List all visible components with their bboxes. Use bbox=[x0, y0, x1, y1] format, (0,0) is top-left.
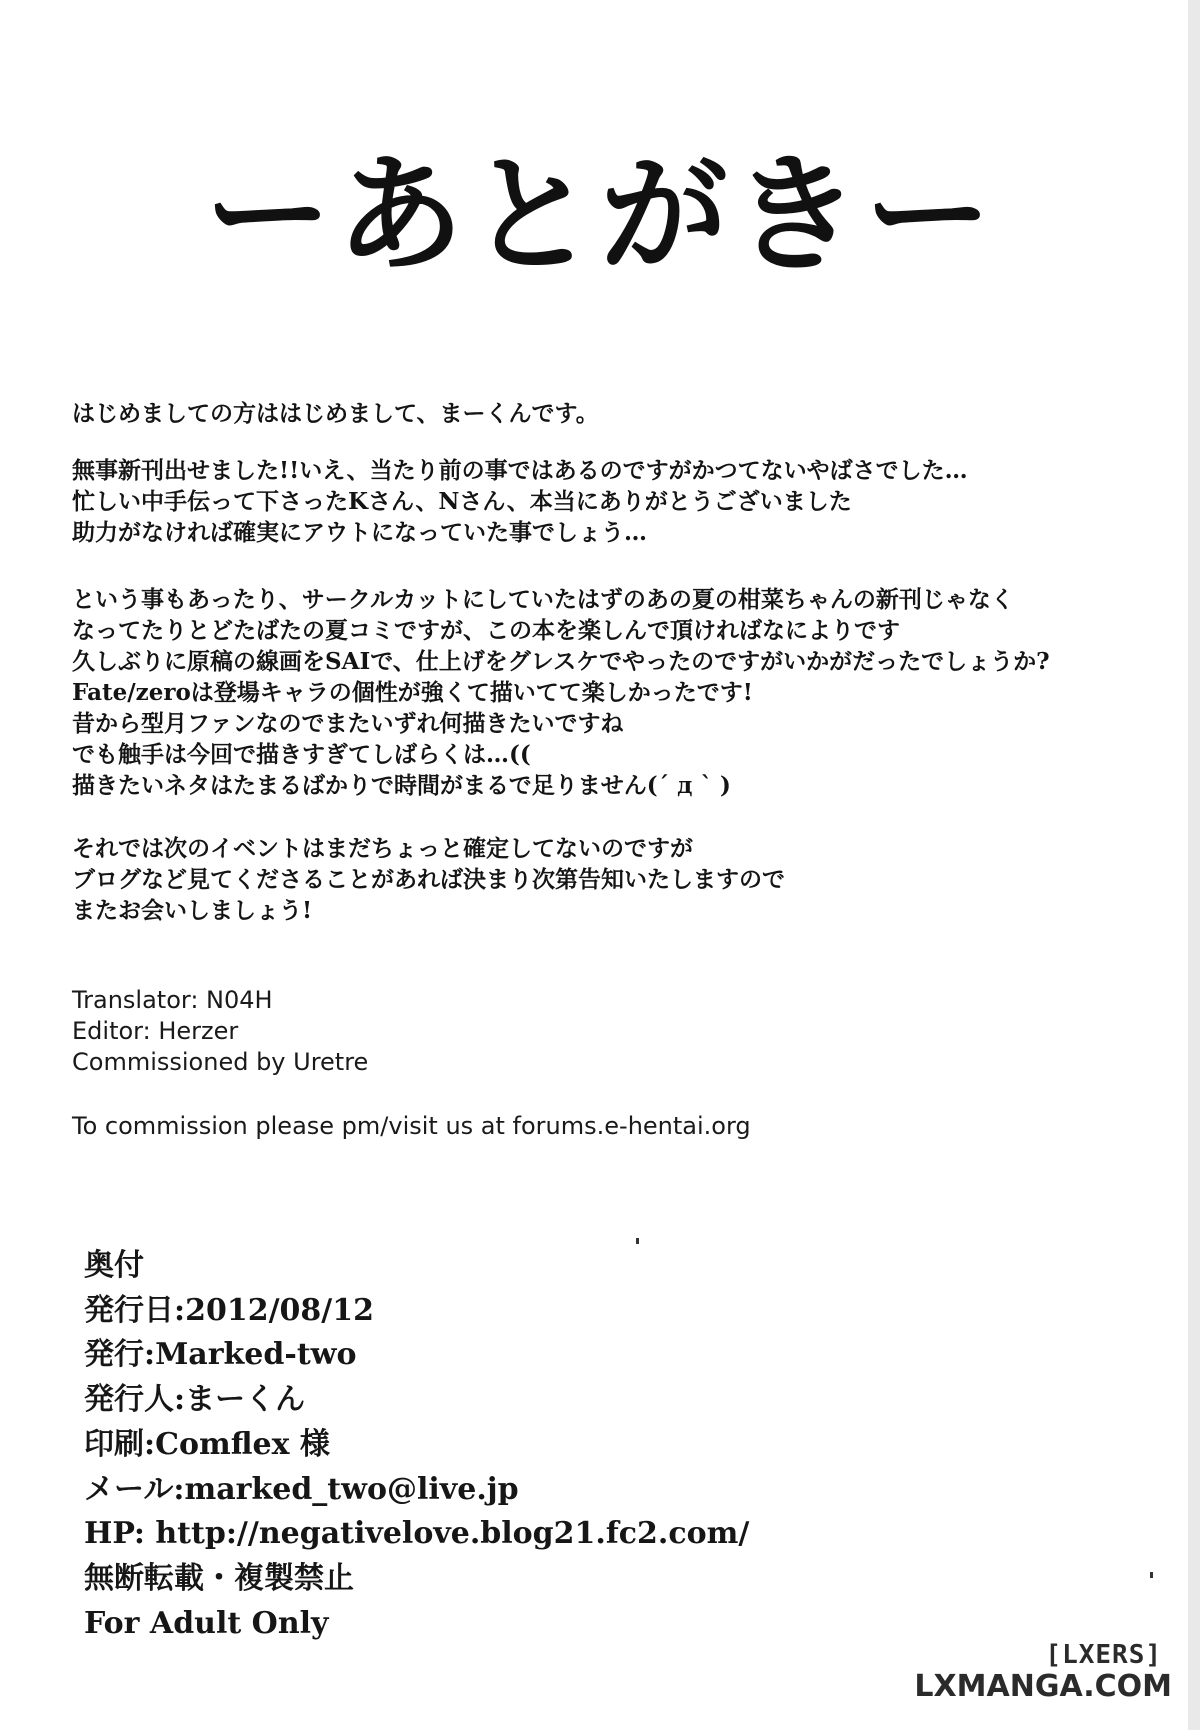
text-line: でも触手は今回で描きすぎてしばらくは…(( bbox=[72, 741, 531, 768]
text-line: またお会いしましょう! bbox=[72, 897, 313, 924]
text-line: それでは次のイベントはまだちょっと確定してないのですが bbox=[72, 835, 693, 862]
text-line: 忙しい中手伝って下さったKさん、Nさん、本当にありがとうございました bbox=[72, 488, 852, 515]
colophon-date: 発行日:2012/08/12 bbox=[84, 1292, 374, 1328]
text-line: 昔から型月ファンなのでまたいずれ何描きたいですね bbox=[72, 710, 624, 737]
colophon-publisher: 発行:Marked-two bbox=[84, 1337, 357, 1373]
translator-credit: Translator: N04H bbox=[72, 986, 273, 1014]
colophon-adult-notice: For Adult Only bbox=[84, 1605, 329, 1641]
colophon-prohibition: 無断転載・複製禁止 bbox=[84, 1560, 354, 1596]
text-line: 久しぶりに原稿の線画をSAIで、仕上げをグレスケでやったのですがいかがだったでしょうか? bbox=[72, 648, 1050, 675]
text-line: なってたりとどたばたの夏コミですが、この本を楽しんで頂ければなによりです bbox=[72, 617, 900, 644]
site-watermark bbox=[914, 1640, 1172, 1704]
text-line: Fate/zeroは登場キャラの個性が強くて描いてて楽しかったです! bbox=[72, 679, 753, 706]
translation-credits bbox=[72, 985, 972, 1078]
text-line: はじめましての方ははじめまして、まーくんです。 bbox=[72, 400, 599, 427]
editor-credit: Editor: Herzer bbox=[72, 1017, 239, 1045]
colophon-homepage: HP: http://negativelove.blog21.fc2.com/ bbox=[84, 1516, 750, 1552]
colophon bbox=[84, 1244, 984, 1646]
paragraph-notes bbox=[72, 584, 1152, 801]
afterword-title: ーあとがきー bbox=[203, 140, 996, 290]
paragraph-closing bbox=[72, 833, 1152, 926]
commission-note: To commission please pm/visit us at forums.e-hentai.org bbox=[72, 1112, 751, 1140]
text-line: 描きたいネタはたまるばかりで時間がまるで足りません(´ д ` ) bbox=[72, 772, 731, 799]
colophon-heading: 奥付 bbox=[84, 1248, 144, 1283]
colophon-printer: 印刷:Comflex 様 bbox=[84, 1426, 330, 1462]
paragraph-thanks bbox=[72, 455, 1152, 548]
text-line: という事もあったり、サークルカットにしていたはずのあの夏の柑菜ちゃんの新刊じゃなく bbox=[72, 586, 1014, 613]
colophon-issuer: 発行人:まーくん bbox=[84, 1382, 306, 1418]
commissioned-credit: Commissioned by Uretre bbox=[72, 1048, 369, 1076]
watermark-site: LXMANGA.COM bbox=[914, 1669, 1172, 1704]
watermark-group: [LXERS] bbox=[1045, 1640, 1162, 1670]
scan-speck bbox=[1150, 1572, 1153, 1578]
paragraph-greeting bbox=[72, 398, 1152, 429]
colophon-mail: メール:marked_two@live.jp bbox=[84, 1471, 519, 1507]
text-line: 無事新刊出せました!!いえ、当たり前の事ではあるのですがかつてないやばさでした… bbox=[72, 457, 968, 484]
text-line: ブログなど見てくださることがあれば決まり次第告知いたしますので bbox=[72, 866, 785, 893]
text-line: 助力がなければ確実にアウトになっていた事でしょう… bbox=[72, 519, 647, 546]
